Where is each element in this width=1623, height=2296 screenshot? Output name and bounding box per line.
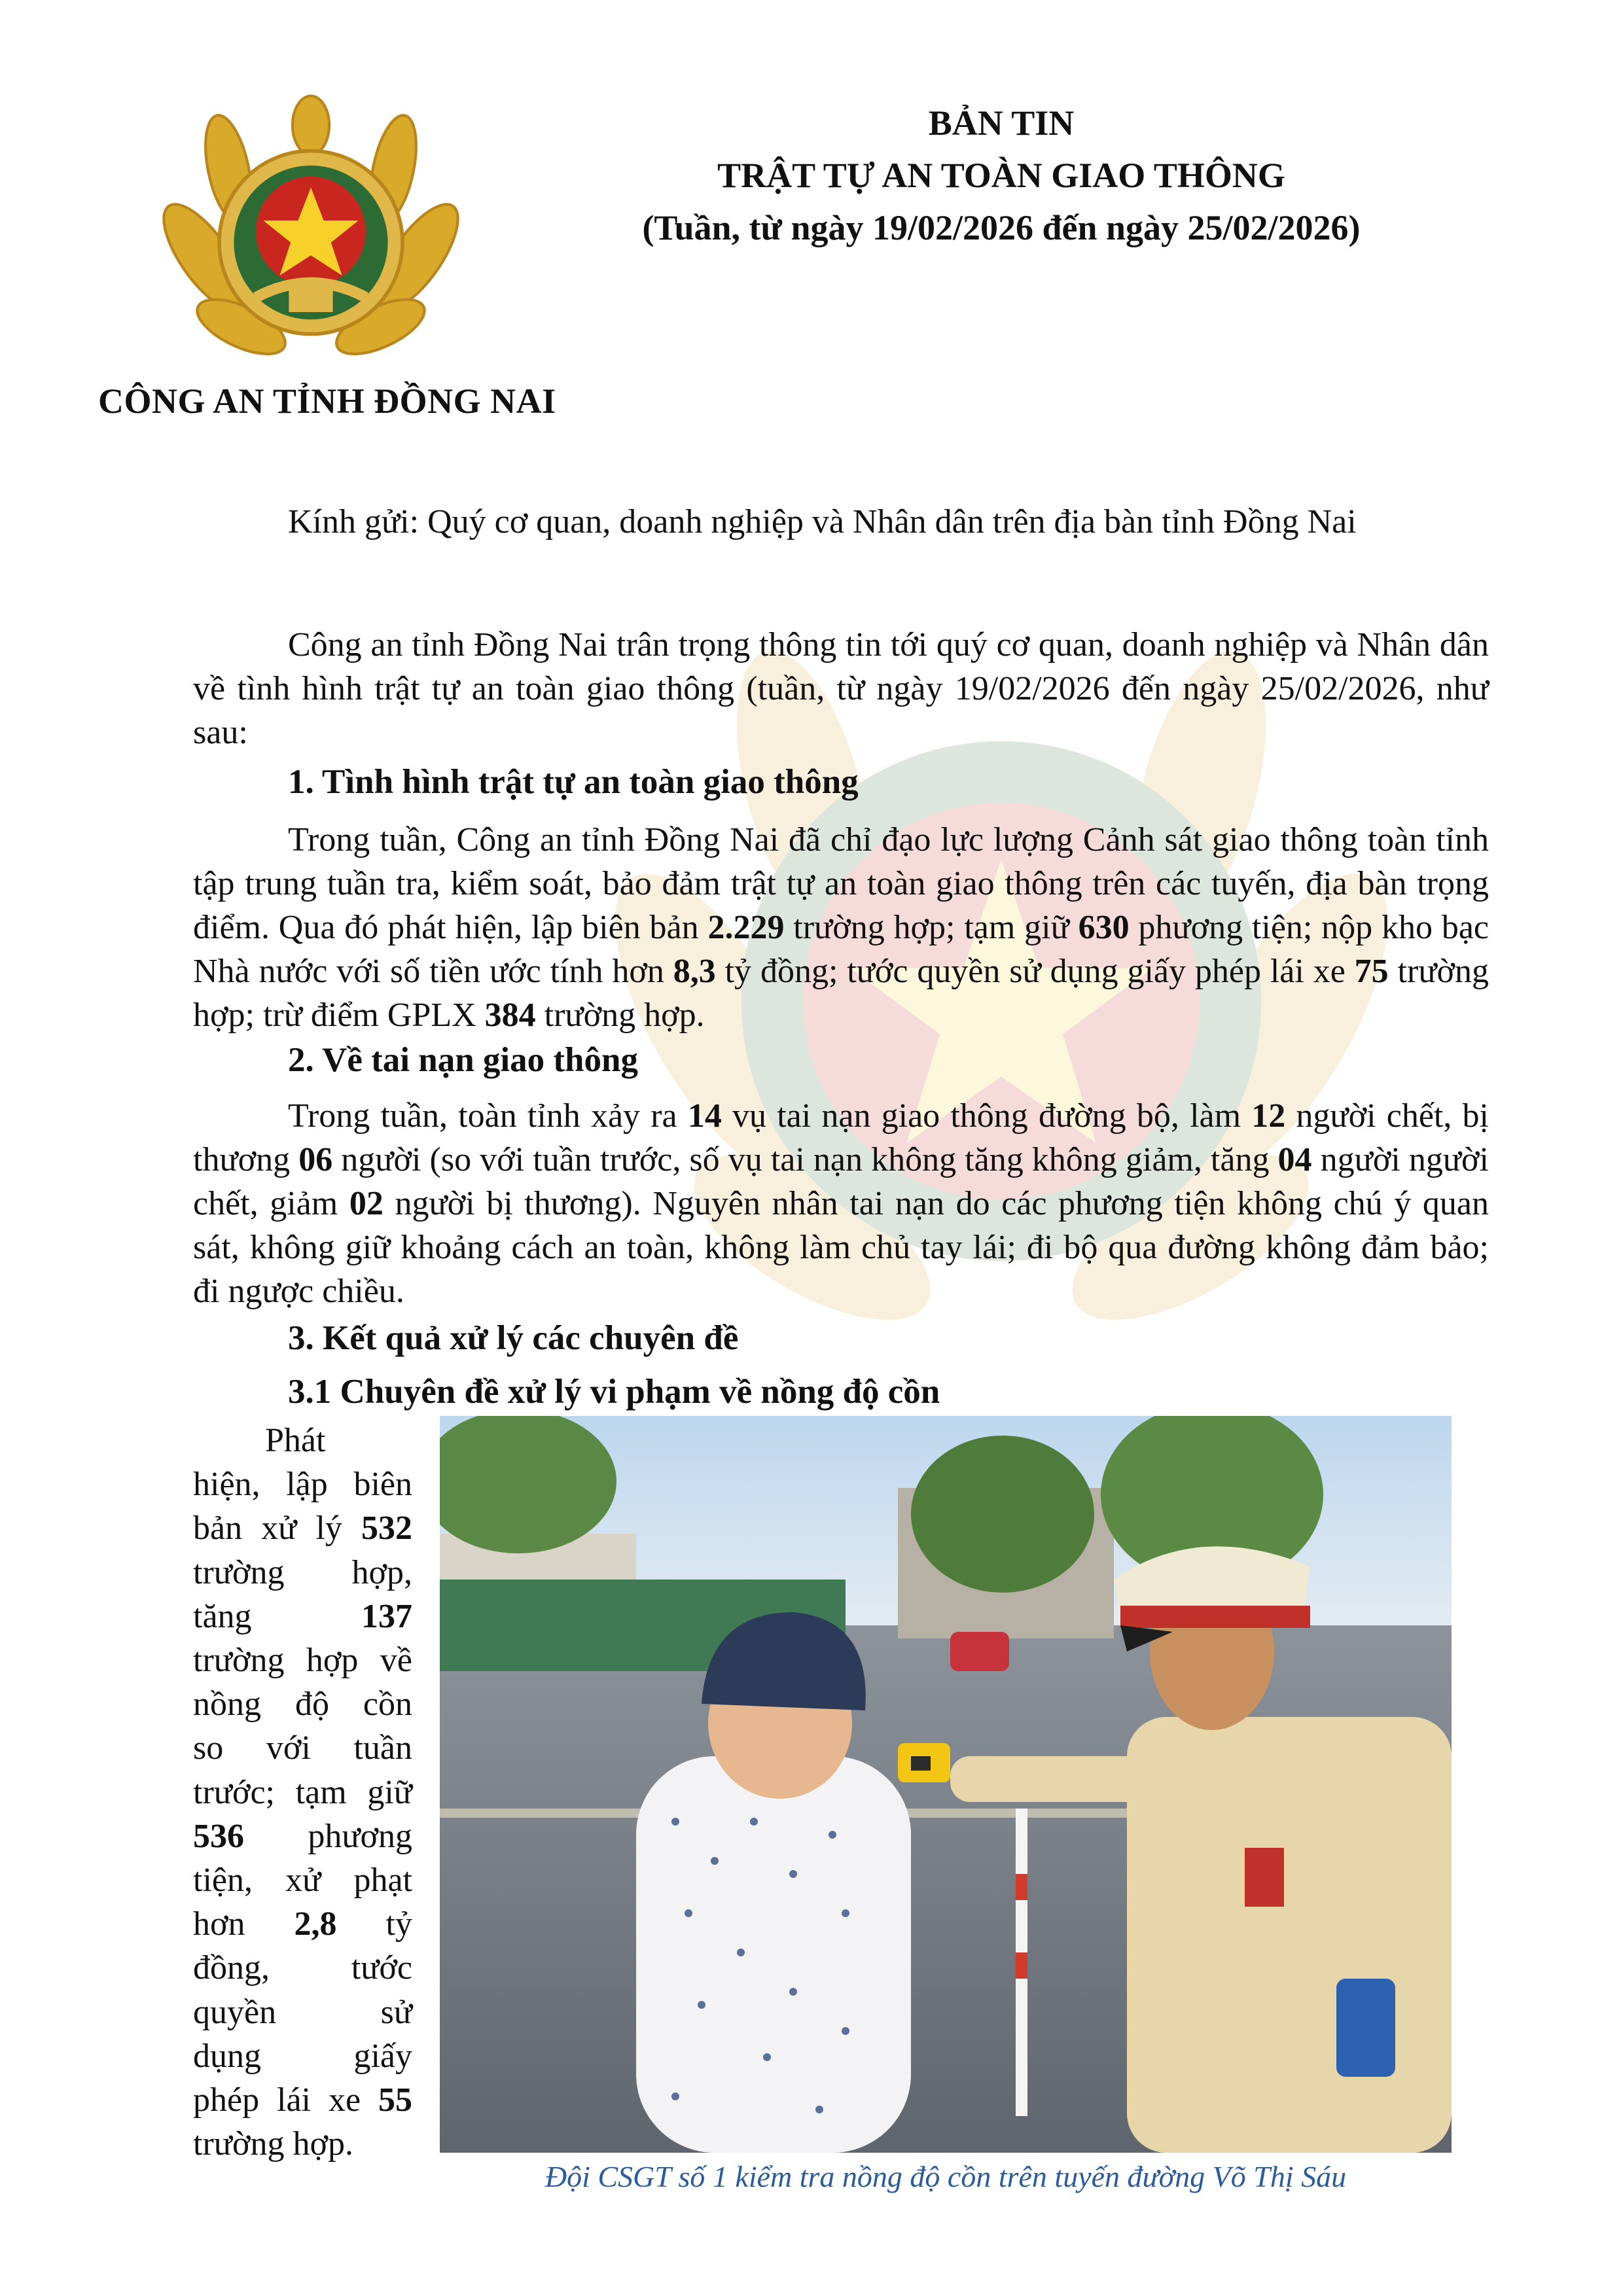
side-word: hợp — [306, 1642, 359, 1680]
stat-number: 2.229 — [707, 909, 785, 946]
stat-number: 14 — [687, 1097, 722, 1135]
side-word: tăng — [193, 1597, 252, 1635]
side-word: so — [193, 1729, 224, 1767]
side-word: tước — [351, 1949, 412, 1987]
side-text-line — [193, 1506, 412, 1550]
side-word: tiện, — [193, 1862, 253, 1899]
stat-number: 137 — [361, 1597, 412, 1635]
side-word: bản — [193, 1510, 243, 1547]
side-word: với — [266, 1729, 311, 1767]
checkpoint-photo — [440, 1416, 1452, 2153]
side-word: phép — [193, 2081, 260, 2119]
police-emblem-icon — [128, 92, 494, 386]
side-text-line — [193, 1902, 412, 1946]
side-word: trường — [193, 1553, 285, 1591]
side-word: về — [380, 1642, 412, 1680]
side-text-line — [193, 1726, 412, 1770]
side-text-line — [193, 1462, 412, 1506]
side-word: tạm — [295, 1773, 347, 1811]
side-word: giữ — [367, 1773, 412, 1811]
stat-number: 384 — [484, 997, 536, 1034]
side-word: lái — [277, 2081, 312, 2119]
section-1-paragraph: Trong tuần, Công an tỉnh Đồng Nai đã chỉ đạo lực lượng Cảnh sát giao thông toàn tỉnh tập trung tuần tra, kiểm soát, bảo đảm trật tự an toàn giao thông trên các tuyến, địa bàn trọng điểm. Qua đó phát hiện, lập biên bản 2.229 trường hợp; tạm giữ 630 phương tiện; nộp kho bạc Nhà nước với số tiền ước tính hơn 8,3 tỷ đồng; tước quyền sử dụng giấy phép lái xe 75 trường hợp; trừ điểm GPLX 384 trường hợp. — [193, 821, 1489, 1034]
side-word: trường — [193, 2125, 285, 2163]
bulletin-header — [576, 97, 1427, 254]
stat-number: 06 — [298, 1141, 333, 1178]
bulletin-subject: TRẬT TỰ AN TOÀN GIAO THÔNG — [717, 156, 1285, 195]
side-word: hiện, — [193, 1466, 260, 1504]
side-text-line — [193, 2122, 412, 2166]
side-word: xe — [328, 2081, 361, 2119]
side-word: lập — [286, 1466, 328, 1504]
side-word: Phát — [265, 1422, 326, 1459]
side-word: độ — [294, 1686, 329, 1723]
section-3-1-heading: 3.1 Chuyên đề xử lý vi phạm về nồng độ cồn — [288, 1373, 940, 1411]
side-word: trước; — [193, 1773, 275, 1811]
side-text-line — [193, 2078, 412, 2122]
addressee: Kính gửi: Quý cơ quan, doanh nghiệp và Nhân dân trên địa bàn tỉnh Đồng Nai — [288, 503, 1357, 540]
side-word: phương — [308, 1817, 412, 1855]
section-1-heading: 1. Tình hình trật tự an toàn giao thông — [288, 763, 859, 801]
side-text-line — [193, 1419, 412, 1462]
side-word: cồn — [363, 1686, 412, 1723]
side-text-line — [193, 1771, 412, 1814]
stat-number: 04 — [1277, 1141, 1312, 1178]
side-word: sử — [380, 1993, 412, 2031]
section-2-paragraph: Trong tuần, toàn tỉnh xảy ra 14 vụ tai nạn giao thông đường bộ, làm 12 người chết, bị thương 06 người (so với tuần trước, số vụ tai nạn không tăng không giảm, tăng 04 người người chết, giảm 02 người bị thương). Nguyên nhân tai nạn do các phương tiện không chú ý quan sát, không giữ khoảng cách an toàn, không làm chủ tay lái; đi bộ qua đường không đảm bảo; đi ngược chiều. — [193, 1097, 1489, 1310]
stat-number: 02 — [349, 1185, 383, 1222]
side-word: hợp. — [293, 2125, 353, 2163]
side-text-line — [193, 1858, 412, 1902]
stat-number: 8,3 — [673, 953, 716, 990]
side-word: dụng — [193, 2037, 261, 2075]
section-3-heading: 3. Kết quả xử lý các chuyên đề — [288, 1319, 739, 1357]
side-word: lý — [315, 1510, 342, 1547]
photo-caption: Đội CSGT số 1 kiểm tra nồng độ cồn trên tuyến đường Võ Thị Sáu — [544, 2160, 1347, 2193]
side-word: quyền — [193, 1993, 277, 2031]
side-word: nồng — [193, 1686, 261, 1723]
stat-number: 55 — [378, 2081, 412, 2119]
stat-number: 630 — [1078, 909, 1130, 946]
side-word: đồng, — [193, 1949, 270, 1987]
side-word: xử — [261, 1510, 297, 1547]
side-text-line — [193, 1814, 412, 1858]
side-text-line — [193, 1682, 412, 1726]
side-word: trường — [193, 1642, 285, 1680]
side-text-line — [193, 1946, 412, 1990]
stat-number: 2,8 — [294, 1905, 337, 1943]
bulletin-period: (Tuần, từ ngày 19/02/2026 đến ngày 25/02/2026) — [642, 208, 1361, 247]
side-text-line — [193, 1638, 412, 1682]
stat-number: 532 — [361, 1510, 412, 1547]
alcohol-stats-paragraph — [193, 1419, 412, 2166]
side-word: biên — [353, 1466, 412, 1504]
section-2-heading: 2. Về tai nạn giao thông — [288, 1041, 638, 1079]
stat-number: 12 — [1251, 1097, 1286, 1135]
side-word: giấy — [353, 2037, 412, 2075]
stat-number: 536 — [193, 1817, 244, 1855]
side-word: phạt — [353, 1862, 412, 1899]
side-text-line — [193, 1990, 412, 2034]
side-word: tuần — [353, 1729, 412, 1767]
intro-paragraph: Công an tỉnh Đồng Nai trân trọng thông tin tới quý cơ quan, doanh nghiệp và Nhân dân về tình hình trật tự an toàn giao thông (tuần, từ ngày 19/02/2026 đến ngày 25/02/2026, như sau: — [193, 626, 1489, 751]
stat-number: 75 — [1354, 953, 1389, 990]
side-word: xử — [285, 1862, 321, 1899]
agency-name: CÔNG AN TỈNH ĐỒNG NAI — [98, 381, 556, 421]
side-text-line — [193, 1595, 412, 1638]
side-text-line — [193, 1551, 412, 1595]
side-word: tỷ — [385, 1905, 412, 1943]
side-word: hơn — [193, 1905, 245, 1943]
bulletin-title: BẢN TIN — [928, 103, 1075, 143]
side-word: hợp, — [351, 1553, 412, 1591]
side-text-line — [193, 2034, 412, 2078]
